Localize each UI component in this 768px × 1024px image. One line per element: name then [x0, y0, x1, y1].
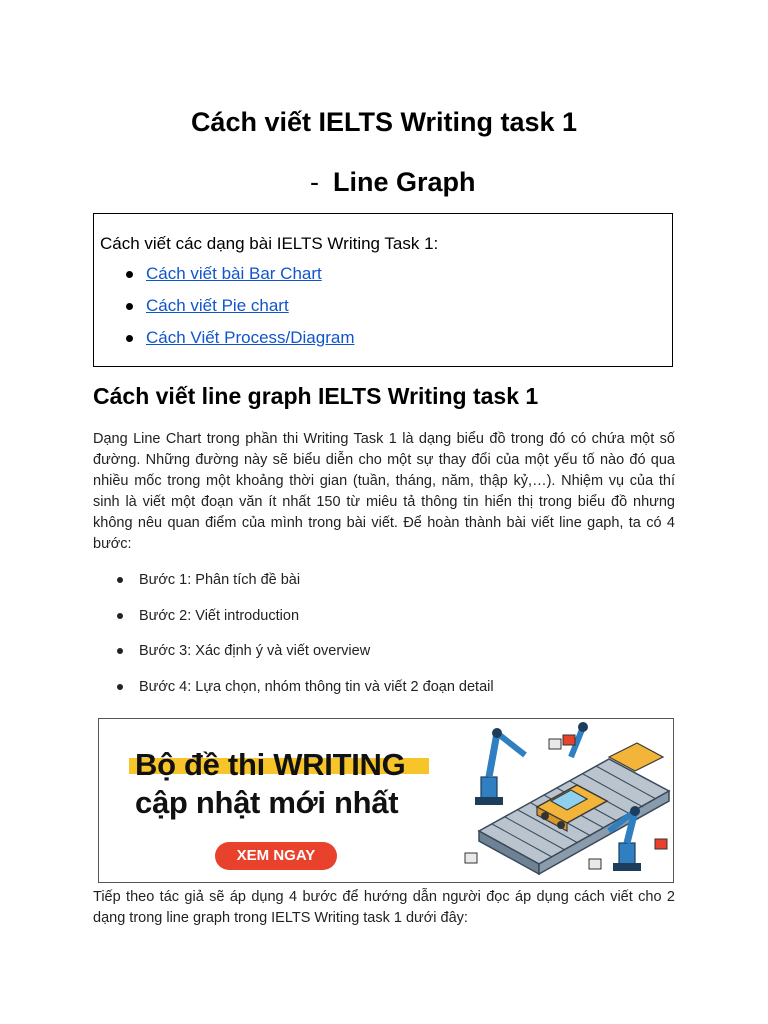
- link-process-diagram[interactable]: Cách Viết Process/Diagram: [146, 328, 355, 347]
- closing-paragraph: Tiếp theo tác giả sẽ áp dụng 4 bước để hướng dẫn người đọc áp dụng cách viết cho 2 dạng trong line graph trong IELTS Writing task 1 dưới đây:: [93, 889, 675, 926]
- list-item: [100, 294, 672, 318]
- banner-line-1: Bộ đề thi WRITING: [135, 747, 406, 782]
- list-item: [100, 262, 672, 286]
- related-links-list: [100, 262, 672, 350]
- related-links-heading: Cách viết các dạng bài IELTS Writing Task 1:: [100, 234, 439, 253]
- step-item: Bước 4: Lựa chọn, nhóm thông tin và viết 2 đoạn detail: [93, 677, 494, 697]
- step-item: Bước 3: Xác định ý và viết overview: [93, 641, 494, 661]
- view-now-button[interactable]: XEM NGAY: [215, 842, 337, 870]
- subtitle-text: Line Graph: [333, 167, 476, 197]
- banner-line-2: cập nhật mới nhất: [135, 785, 399, 820]
- section-heading: Cách viết line graph IELTS Writing task 1: [93, 383, 539, 409]
- steps-list: [93, 570, 494, 712]
- document-subtitle: [310, 163, 476, 201]
- list-item: [100, 326, 672, 350]
- document-title: Cách viết IELTS Writing task 1: [190, 107, 578, 137]
- related-links-box: [93, 213, 673, 367]
- link-pie-chart[interactable]: Cách viết Pie chart: [146, 296, 289, 315]
- factory-illustration-icon: [459, 719, 674, 883]
- link-bar-chart[interactable]: Cách viết bài Bar Chart: [146, 264, 322, 283]
- writing-exam-banner[interactable]: [98, 718, 674, 883]
- step-item: Bước 2: Viết introduction: [93, 606, 494, 626]
- intro-paragraph: Dạng Line Chart trong phần thi Writing Task 1 là dạng biểu đồ trong đó có chứa một số đường. Những đường này sẽ biểu diễn cho một sự thay đổi của một yếu tố nào đó qua nhiều mốc trong một khoảng thời gian (tuần, tháng, năm, thập kỷ,…). Nhiệm vụ của thí sinh là viết một đoạn văn ít nhất 150 từ miêu tả thông tin hiển thị trong biểu đồ nhưng không nêu quan điểm của mình trong bài viết. Để hoàn thành bài viết line gaph, ta có 4 bước:: [93, 431, 675, 552]
- step-item: Bước 1: Phân tích đề bài: [93, 570, 494, 590]
- subtitle-dash: -: [310, 167, 319, 197]
